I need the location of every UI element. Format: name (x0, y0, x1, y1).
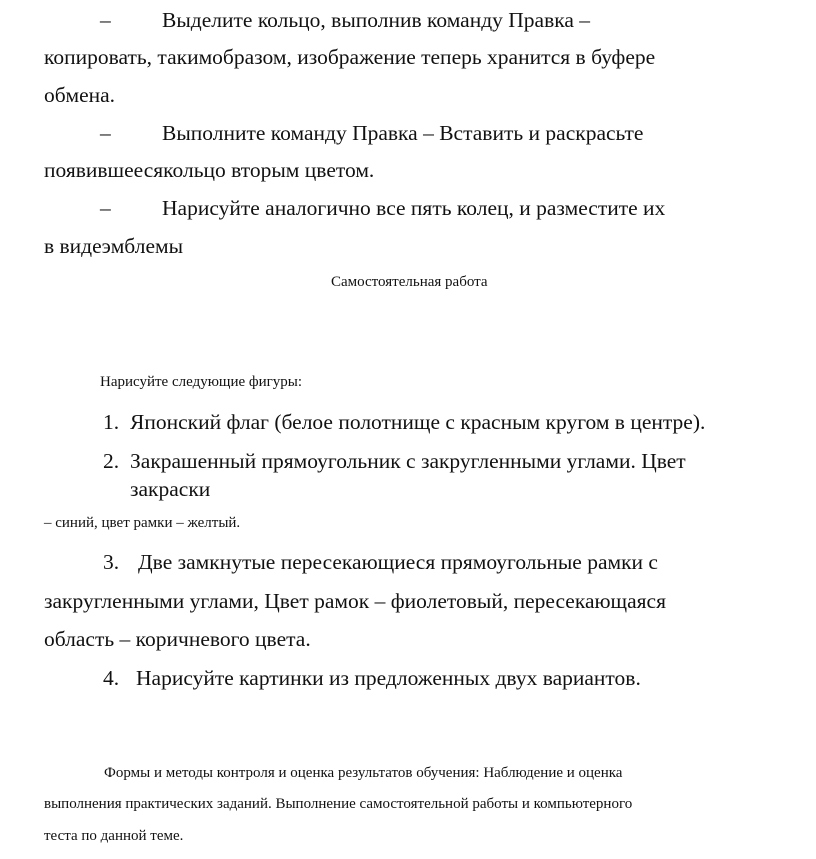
task-intro: Нарисуйте следующие фигуры: (100, 374, 303, 390)
task-number: 2. (103, 449, 120, 473)
step-text-line: в видеэмблемы (44, 234, 184, 258)
task-text-line: закругленными углами, Цвет рамок – фиолетовый, пересекающаяся (44, 589, 666, 613)
step-text-line: Выполните команду Правка – Вставить и раскрасьте (162, 121, 644, 145)
step-dash: – (100, 196, 111, 220)
task-text: Нарисуйте картинки из предложенных двух вариантов. (136, 666, 641, 690)
step-text-line: появившеесякольцо вторым цветом. (44, 158, 375, 182)
task-number: 1. (103, 410, 120, 434)
task-text-line: Закрашенный прямоугольник с закругленными углами. Цвет (130, 449, 686, 473)
step-text-line: Нарисуйте аналогично все пять колец, и разместите их (162, 196, 666, 220)
step-text-line: обмена. (44, 83, 116, 107)
footer-line: теста по данной теме. (44, 828, 184, 844)
task-text-continuation: – синий, цвет рамки – желтый. (44, 515, 241, 531)
step-text-line: Выделите кольцо, выполнив команду Правка – (162, 8, 591, 32)
step-dash: – (100, 121, 111, 145)
task-number: 4. (103, 666, 120, 690)
task-number: 3. (103, 550, 120, 574)
task-text: Японский флаг (белое полотнище с красным кругом в центре). (130, 410, 706, 434)
section-title: Самостоятельная работа (331, 274, 488, 290)
task-text-line: область – коричневого цвета. (44, 627, 311, 651)
step-dash: – (100, 8, 111, 32)
task-text-line: закраски (130, 477, 211, 501)
footer-line: Формы и методы контроля и оценка результатов обучения: Наблюдение и оценка (104, 765, 623, 781)
task-text-line: Две замкнутые пересекающиеся прямоугольные рамки с (138, 550, 658, 574)
footer-line: выполнения практических заданий. Выполнение самостоятельной работы и компьютерного (44, 796, 633, 812)
step-text-line: копировать, такимобразом, изображение теперь хранится в буфере (44, 45, 656, 69)
